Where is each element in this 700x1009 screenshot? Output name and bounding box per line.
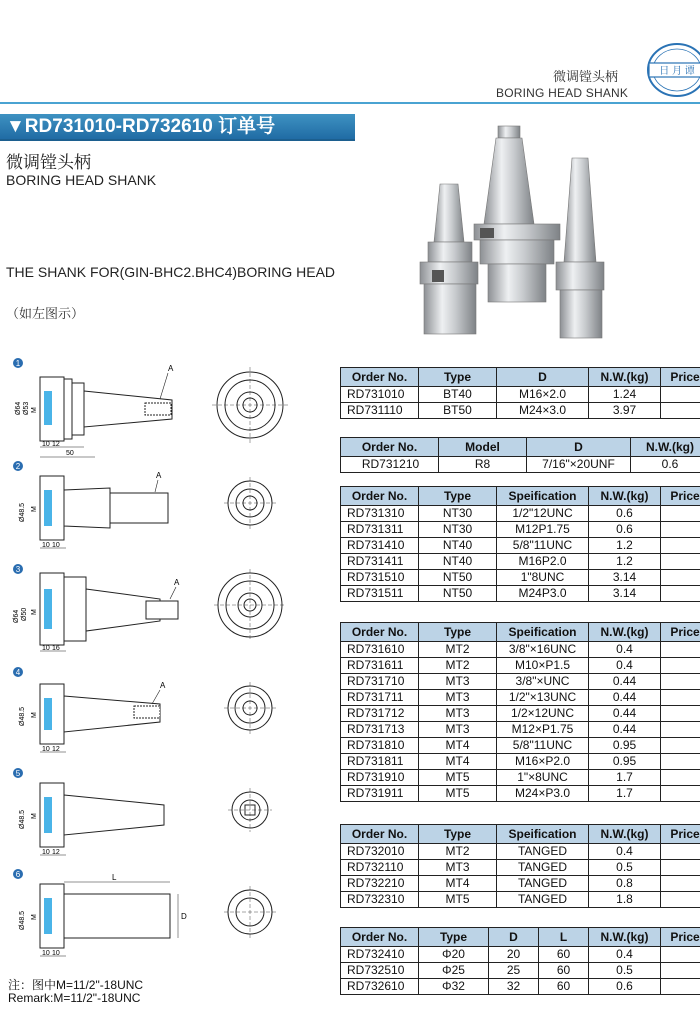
logo-text: 日 月 谭: [659, 66, 695, 77]
svg-text:Ø48.5: Ø48.5: [19, 910, 26, 930]
description-en: THE SHANK FOR(GIN-BHC2.BHC4)BORING HEAD: [6, 264, 336, 280]
col-header: N.W.(kg): [589, 487, 661, 506]
table-row: RD732010 MT2 TANGED 0.4: [341, 844, 700, 860]
col-header: Type: [419, 825, 497, 844]
svg-text:A: A: [174, 578, 180, 587]
svg-text:1: 1: [15, 359, 21, 368]
table-mt: [340, 622, 700, 802]
svg-text:10: 10: [42, 542, 50, 549]
table-row: RD731911 MT5 M24×P3.0 1.7: [341, 786, 700, 802]
table-row: RD731811 MT4 M16×P2.0 0.95: [341, 754, 700, 770]
col-header: Order No.: [341, 623, 419, 642]
col-header: N.W.(kg): [589, 368, 661, 387]
svg-text:A: A: [156, 471, 162, 480]
col-header: Price: [661, 928, 700, 947]
svg-text:10: 10: [42, 441, 50, 448]
banner-rule: [0, 139, 355, 141]
col-header: Type: [419, 928, 489, 947]
table-row: RD731910 MT5 1"×8UNC 1.7: [341, 770, 700, 786]
product-photo: [410, 122, 640, 352]
table-row: RD732510 Φ25 25 60 0.5: [341, 963, 700, 979]
col-header: Model: [439, 438, 527, 457]
table-row: RD731511 NT50 M24P3.0 3.14: [341, 586, 700, 602]
table-row: RD731611 MT2 M10×P1.5 0.4: [341, 658, 700, 674]
table-row: RD731410 NT40 5/8"11UNC 1.2: [341, 538, 700, 554]
company-logo: [646, 42, 700, 98]
table-straight: [340, 927, 700, 995]
table-row: RD732110 MT3 TANGED 0.5: [341, 860, 700, 876]
svg-text:A: A: [168, 364, 174, 373]
col-header: Type: [419, 487, 497, 506]
col-header: Speification: [497, 623, 589, 642]
svg-text:10: 10: [52, 542, 60, 549]
col-header: Order No.: [341, 487, 419, 506]
col-header: Price: [661, 368, 700, 387]
note-en: Remark:M=11/2"-18UNC: [8, 991, 141, 1005]
svg-text:M: M: [31, 914, 38, 920]
svg-text:M: M: [31, 506, 38, 512]
table-row: RD732310 MT5 TANGED 1.8: [341, 892, 700, 908]
svg-text:Ø48.5: Ø48.5: [19, 809, 26, 829]
table-row: RD732210 MT4 TANGED 0.8: [341, 876, 700, 892]
svg-text:4: 4: [15, 668, 21, 677]
drawing-2: [0, 458, 300, 573]
svg-text:D: D: [181, 912, 187, 921]
note-cn: 注：图中M=11/2"-18UNC: [8, 978, 144, 992]
svg-text:50: 50: [66, 450, 74, 457]
subtitle-en: BORING HEAD SHANK: [6, 172, 157, 188]
table-row: RD731411 NT40 M16P2.0 1.2: [341, 554, 700, 570]
table-row: RD731710 MT3 3/8"×UNC 0.44: [341, 674, 700, 690]
svg-text:Ø50: Ø50: [21, 607, 28, 621]
svg-text:2: 2: [15, 462, 21, 471]
svg-text:M: M: [31, 712, 38, 718]
col-header: Speification: [497, 825, 589, 844]
col-header: Order No.: [341, 928, 419, 947]
svg-text:3: 3: [15, 565, 21, 574]
col-header: Speification: [497, 487, 589, 506]
drawing-1: [0, 355, 300, 470]
svg-text:Ø48.5: Ø48.5: [19, 502, 26, 522]
shank-nt-image: [420, 184, 478, 334]
table-row: RD732410 Φ20 20 60 0.4: [341, 947, 700, 963]
subtitle-cn: 微调镗头柄: [6, 153, 91, 172]
shank-mt-image: [556, 158, 604, 338]
col-header: Price: [661, 487, 700, 506]
table-row: RD731610 MT2 3/8"×16UNC 0.4: [341, 642, 700, 658]
svg-text:M: M: [31, 813, 38, 819]
table-row: RD731311 NT30 M12P1.75 0.6: [341, 522, 700, 538]
col-header: Order No.: [341, 368, 419, 387]
section-banner: ▼RD731010-RD732610 订单号: [0, 114, 355, 140]
svg-text:10: 10: [42, 645, 50, 652]
svg-text:12: 12: [52, 746, 60, 753]
table-nt: [340, 486, 700, 602]
drawing-5: [0, 765, 300, 880]
col-header: Price: [661, 825, 700, 844]
col-header: Order No.: [341, 438, 439, 457]
col-header: Order No.: [341, 825, 419, 844]
col-header: N.W.(kg): [589, 928, 661, 947]
svg-text:10: 10: [42, 950, 50, 957]
svg-text:Ø53: Ø53: [23, 401, 30, 415]
col-header: D: [527, 438, 631, 457]
col-header: L: [539, 928, 589, 947]
svg-text:16: 16: [52, 645, 60, 652]
description-cn: （如左图示）: [6, 306, 85, 321]
table-bt: [340, 367, 700, 419]
svg-text:5: 5: [15, 769, 21, 778]
header-title-cn: 微调镗头柄: [553, 69, 619, 84]
svg-text:12: 12: [52, 441, 60, 448]
table-row: RD731510 NT50 1"8UNC 3.14: [341, 570, 700, 586]
drawing-3: [0, 561, 300, 676]
svg-text:Ø64: Ø64: [13, 609, 20, 623]
table-r8: [340, 437, 700, 473]
table-row: RD731713 MT3 M12×P1.75 0.44: [341, 722, 700, 738]
header-rule: [0, 102, 700, 104]
table-row: RD731310 NT30 1/2"12UNC 0.6: [341, 506, 700, 522]
col-header: N.W.(kg): [631, 438, 700, 457]
table-row: RD731810 MT4 5/8"11UNC 0.95: [341, 738, 700, 754]
col-header: D: [489, 928, 539, 947]
svg-text:12: 12: [52, 849, 60, 856]
table-row: RD731110 BT50 M24×3.0 3.97: [341, 403, 700, 419]
shank-bt-image: [474, 126, 560, 302]
table-tanged: [340, 824, 700, 908]
col-header: N.W.(kg): [589, 623, 661, 642]
table-row: RD731010 BT40 M16×2.0 1.24: [341, 387, 700, 403]
svg-text:A: A: [160, 681, 166, 690]
col-header: D: [497, 368, 589, 387]
svg-text:M: M: [31, 609, 38, 615]
table-row: RD732610 Φ32 32 60 0.6: [341, 979, 700, 995]
table-row: RD731711 MT3 1/2"×13UNC 0.44: [341, 690, 700, 706]
col-header: Type: [419, 623, 497, 642]
svg-text:10: 10: [42, 849, 50, 856]
svg-text:10: 10: [42, 746, 50, 753]
svg-text:Ø48.5: Ø48.5: [19, 706, 26, 726]
header-title-en: BORING HEAD SHANK: [496, 86, 629, 100]
table-row: RD731712 MT3 1/2×12UNC 0.44: [341, 706, 700, 722]
svg-text:Ø64: Ø64: [15, 401, 22, 415]
svg-text:M: M: [31, 407, 38, 413]
col-header: N.W.(kg): [589, 825, 661, 844]
svg-text:10: 10: [52, 950, 60, 957]
svg-text:6: 6: [15, 870, 21, 879]
col-header: Type: [419, 368, 497, 387]
drawing-4: [0, 664, 300, 779]
drawing-6: [0, 866, 300, 981]
svg-text:L: L: [112, 873, 117, 882]
table-row: RD731210 R8 7/16"×20UNF 0.6: [341, 457, 700, 473]
col-header: Price: [661, 623, 700, 642]
